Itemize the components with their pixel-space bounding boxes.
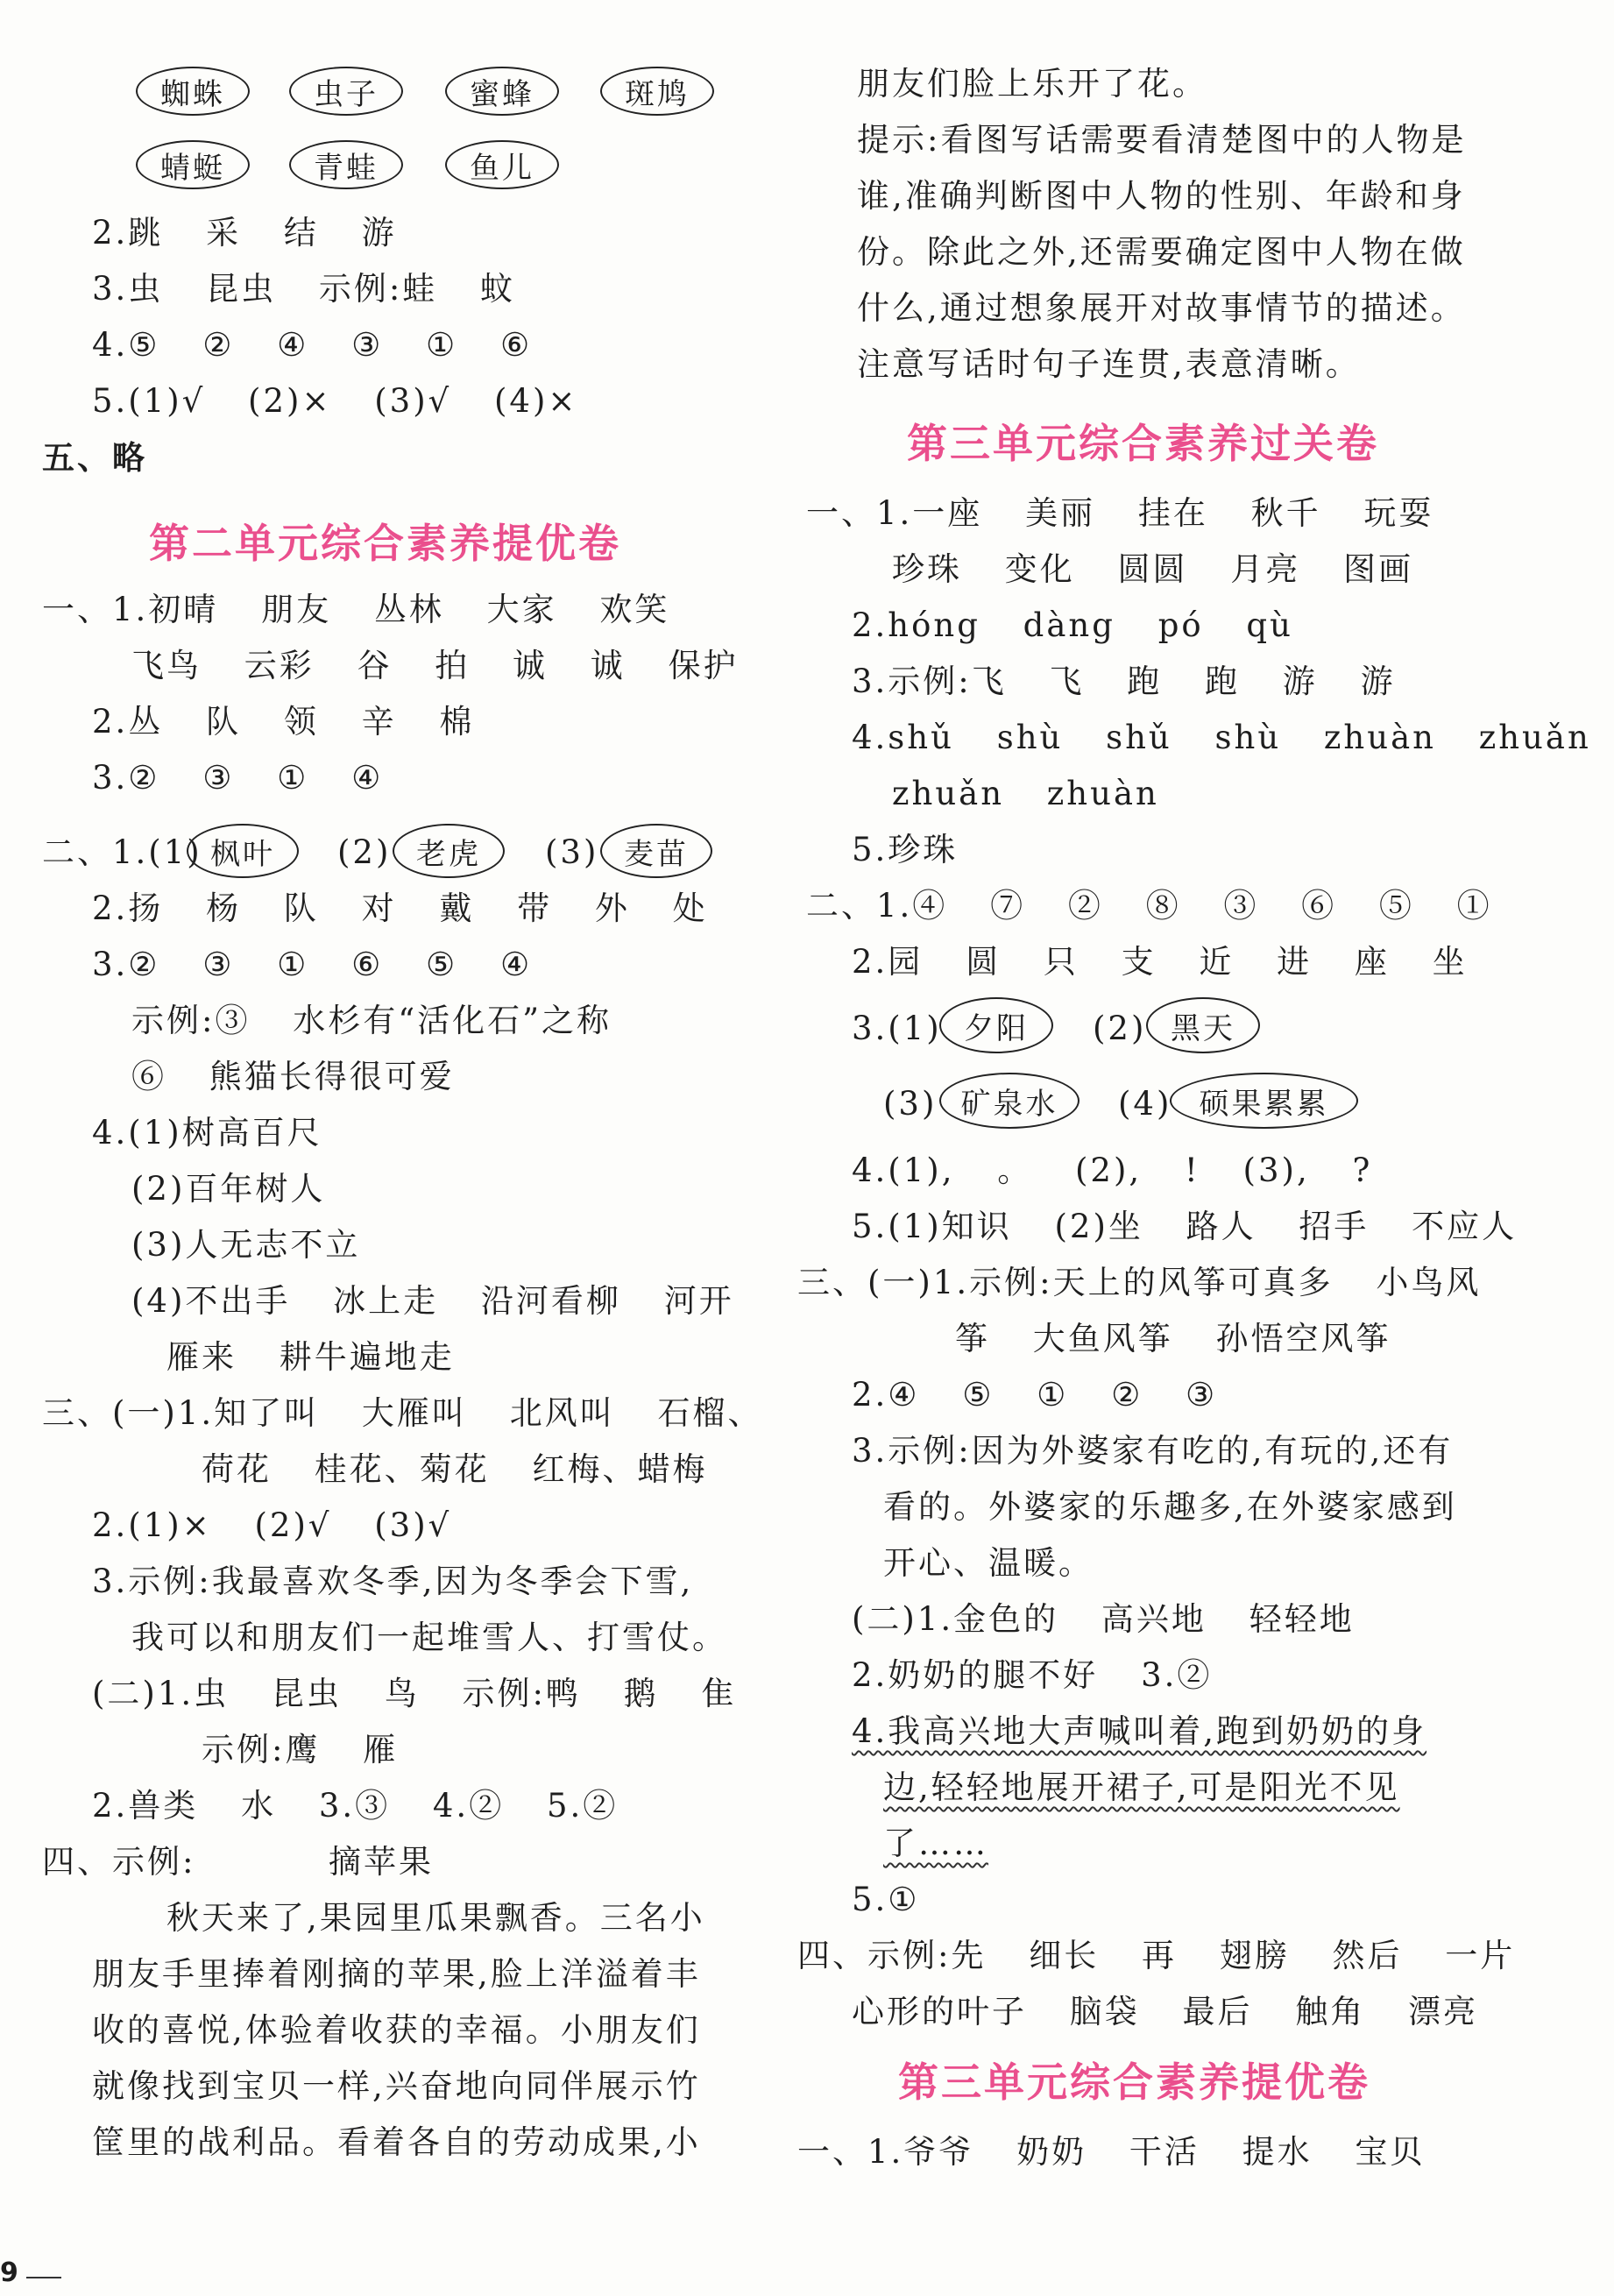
essay-line: 朋友们脸上乐开了花。 xyxy=(857,65,1207,103)
answer-line: 4.(1)树高百尺 xyxy=(92,1114,322,1152)
essay-line: 就像找到宝贝一样,兴奋地向同伴展示竹 xyxy=(92,2067,701,2105)
essay-line: 秋天来了,果园里瓜果飘香。三名小 xyxy=(166,1899,705,1937)
answer-line: 看的。外婆家的乐趣多,在外婆家感到 xyxy=(883,1488,1457,1526)
answer-line: 4.(1), 。 (2), ! (3), ? xyxy=(852,1152,1373,1189)
hint-line: 提示:看图写话需要看清楚图中的人物是 xyxy=(857,121,1467,159)
answer-line: 荷花 桂花、菊花 红梅、蜡梅 xyxy=(202,1450,708,1488)
answer-line: 示例:③ 水杉有“活化石”之称 xyxy=(131,1002,612,1039)
answer-line: 4.我高兴地大声喊叫着,跑到奶奶的身 xyxy=(852,1712,1427,1750)
answer-line: 五、略 xyxy=(42,438,147,477)
answer-line: (2)百年树人 xyxy=(131,1170,326,1208)
answer-line: (4)不出手 冰上走 沿河看柳 河开 xyxy=(131,1282,734,1320)
essay-line: 朋友手里捧着刚摘的苹果,脸上洋溢着丰 xyxy=(92,1955,701,1993)
answer-line: 二、1.④ ⑦ ② ⑧ ③ ⑥ ⑤ ① xyxy=(806,887,1492,925)
answer-line: 我可以和朋友们一起堆雪人、打雪仗。 xyxy=(131,1619,727,1656)
answer-line: 四、示例: xyxy=(42,1843,196,1881)
answer-line: 4.shǔ shù shǔ shù zhuàn zhuǎn xyxy=(852,719,1591,756)
hint-line: 什么,通过想象展开对故事情节的描述。 xyxy=(857,289,1466,327)
answer-line: (2) xyxy=(1093,1010,1147,1047)
answer-line: 二、1.(1) xyxy=(42,833,202,871)
answer-line: 3.示例:因为外婆家有吃的,有玩的,还有 xyxy=(852,1432,1454,1470)
answer-line: 一、1.初晴 朋友 丛林 大家 欢笑 xyxy=(42,591,670,628)
oval-word: 蜻蜓 xyxy=(136,140,250,189)
answer-line: 三、(一)1.示例:天上的风筝可真多 小鸟风 xyxy=(797,1264,1482,1301)
answer-line: zhuǎn zhuàn xyxy=(892,775,1159,812)
answer-line: 了…… xyxy=(883,1825,988,1862)
answer-line: 3.② ③ ① ④ xyxy=(92,759,384,797)
answer-line: 珍珠 变化 圆圆 月亮 图画 xyxy=(892,550,1414,588)
answer-line: 5.(1)√ (2)× (3)√ (4)× xyxy=(92,382,578,420)
answer-line: 心形的叶子 脑袋 最后 触角 漂亮 xyxy=(852,1993,1479,2030)
oval-word: 黑天 xyxy=(1146,997,1260,1053)
answer-line: 4.⑤ ② ④ ③ ① ⑥ xyxy=(92,326,533,364)
answer-line: (3) xyxy=(545,833,599,871)
answer-line: 2.扬 杨 队 对 戴 带 外 处 xyxy=(92,889,708,927)
answer-line: 2.奶奶的腿不好 3.② xyxy=(852,1656,1213,1694)
oval-word: 硕果累累 xyxy=(1170,1073,1358,1129)
section-title: 第三单元综合素养过关卷 xyxy=(907,420,1379,467)
answer-line: 3.示例:我最喜欢冬季,因为冬季会下雪, xyxy=(92,1563,694,1600)
oval-word: 蜜蜂 xyxy=(445,67,559,116)
answer-line: 2.hóng dàng pó qù xyxy=(852,606,1293,644)
answer-line: 一、1.爷爷 奶奶 干活 提水 宝贝 xyxy=(797,2133,1426,2171)
oval-word: 虫子 xyxy=(289,67,403,116)
answer-line: 雁来 耕牛遍地走 xyxy=(166,1338,455,1376)
hint-line: 谁,准确判断图中人物的性别、年龄和身 xyxy=(857,177,1466,215)
answer-line: 2.跳 采 结 游 xyxy=(92,214,397,252)
answer-line: 5.① xyxy=(852,1881,920,1918)
oval-word: 枫叶 xyxy=(187,824,299,878)
essay-line: 筐里的战利品。看着各自的劳动成果,小 xyxy=(92,2123,701,2161)
answer-line: 2.(1)× (2)√ (3)√ xyxy=(92,1506,452,1544)
answer-line: 5.(1)知识 (2)坐 路人 招手 不应人 xyxy=(852,1208,1518,1245)
answer-line: (3) xyxy=(883,1085,938,1123)
oval-word: 青蛙 xyxy=(289,140,403,189)
answer-line: (3)人无志不立 xyxy=(131,1226,361,1264)
oval-word: 矿泉水 xyxy=(939,1073,1080,1129)
page-number: 9 xyxy=(0,2257,18,2288)
answer-line: 3.(1) xyxy=(852,1010,942,1047)
answer-line: 三、(一)1.知了叫 大雁叫 北风叫 石榴、 xyxy=(42,1394,763,1432)
answer-line: 2.丛 队 领 辛 棉 xyxy=(92,703,475,741)
answer-line: 四、示例:先 细长 再 翅膀 然后 一片 xyxy=(797,1937,1516,1974)
essay-title: 摘苹果 xyxy=(329,1843,434,1881)
hint-line: 注意写话时句子连贯,表意清晰。 xyxy=(857,345,1361,383)
oval-word: 蜘蛛 xyxy=(136,67,250,116)
answer-line: 飞鸟 云彩 谷 拍 诚 诚 保护 xyxy=(131,647,739,684)
answer-line: 3.② ③ ① ⑥ ⑤ ④ xyxy=(92,946,533,983)
answer-line: 2.兽类 水 3.③ 4.② 5.② xyxy=(92,1787,619,1825)
page-number-dash xyxy=(26,2277,61,2278)
answer-line: (二)1.金色的 高兴地 轻轻地 xyxy=(852,1600,1355,1638)
oval-word: 鱼儿 xyxy=(445,140,559,189)
answer-line: (二)1.虫 昆虫 鸟 示例:鸭 鹅 隹 xyxy=(92,1675,737,1712)
answer-line: 2.④ ⑤ ① ② ③ xyxy=(852,1376,1218,1414)
answer-line: 2.园 圆 只 支 近 进 座 坐 xyxy=(852,943,1468,981)
answer-line: 示例:鹰 雁 xyxy=(202,1731,399,1768)
section-title: 第二单元综合素养提优卷 xyxy=(149,520,621,567)
answer-line: 3.示例:飞 飞 跑 跑 游 游 xyxy=(852,663,1396,700)
oval-word: 老虎 xyxy=(393,824,505,878)
oval-word: 夕阳 xyxy=(939,997,1053,1053)
essay-line: 收的喜悦,体验着收获的幸福。小朋友们 xyxy=(92,2011,701,2049)
answer-line: 筝 大鱼风筝 孙悟空风筝 xyxy=(955,1320,1391,1357)
answer-line: 5.珍珠 xyxy=(852,831,959,868)
section-title: 第三单元综合素养提优卷 xyxy=(898,2059,1370,2106)
answer-line: 边,轻轻地展开裙子,可是阳光不见 xyxy=(883,1768,1400,1806)
oval-word: 麦苗 xyxy=(600,824,712,878)
answer-line: 一、1.一座 美丽 挂在 秋千 玩耍 xyxy=(806,494,1434,532)
answer-line: ⑥ 熊猫长得很可爱 xyxy=(131,1058,455,1095)
answer-line: 3.虫 昆虫 示例:蛙 蚊 xyxy=(92,270,516,308)
oval-word: 斑鸠 xyxy=(600,67,714,116)
hint-line: 份。除此之外,还需要确定图中人物在做 xyxy=(857,233,1466,271)
answer-line: (4) xyxy=(1118,1085,1172,1123)
answer-line: (2) xyxy=(337,833,392,871)
answer-line: 开心、温暖。 xyxy=(883,1544,1094,1582)
